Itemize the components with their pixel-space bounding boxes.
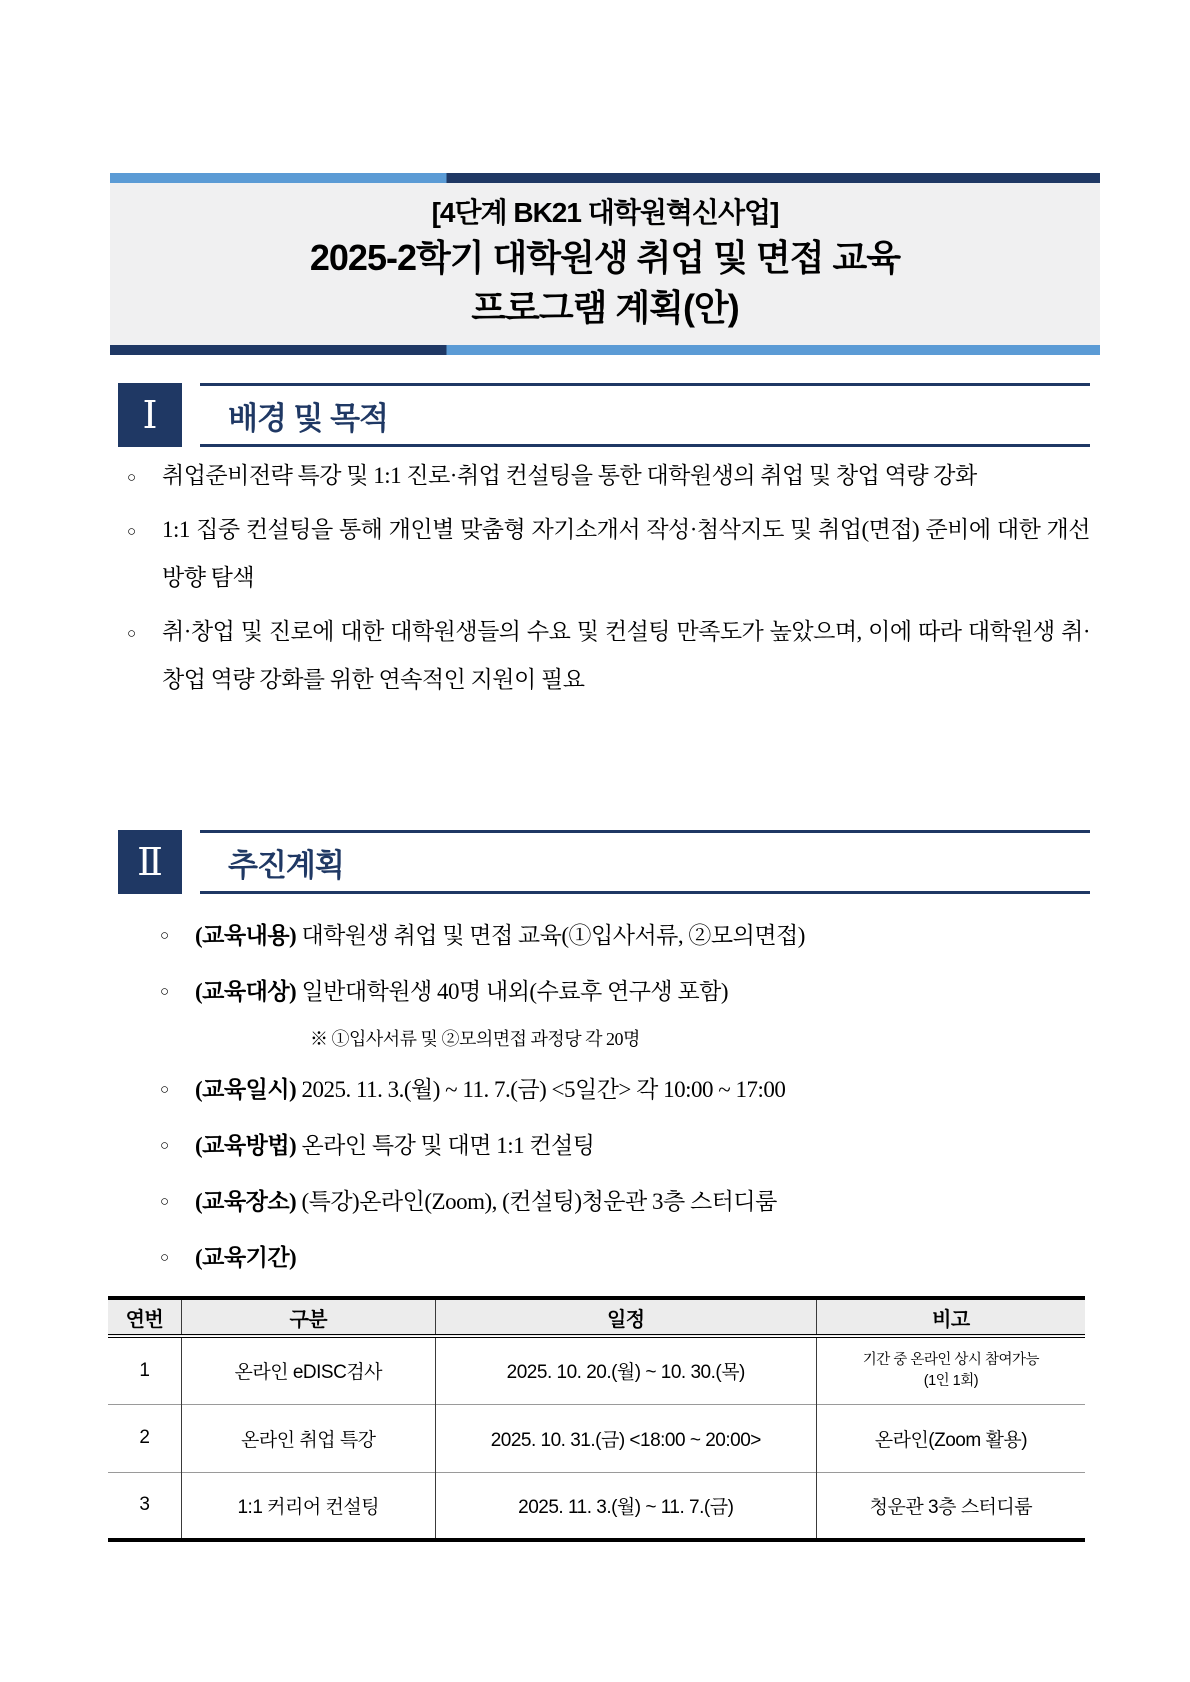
schedule-table — [108, 1296, 1085, 1542]
document-subtitle: [4단계 BK21 대학원혁신사업] — [431, 197, 779, 228]
plan-item-label: (교육일시) — [195, 1077, 297, 1102]
column-header-remark: 비고 — [816, 1298, 1085, 1336]
bullet-item — [127, 608, 1090, 704]
plan-item-label: (교육내용) — [195, 923, 297, 948]
cell-no: 2 — [108, 1404, 181, 1472]
bullet-text: 취·창업 및 진로에 대한 대학원생들의 수요 및 컨설팅 만족도가 높았으며, 이에 따라 대학원생 취·창업 역량 강화를 위한 연속적인 지원이 필요 — [162, 619, 1090, 692]
plan-item-label: (교육장소) — [195, 1189, 297, 1214]
cell-remark: 청운관 3층 스터디룸 — [816, 1472, 1085, 1540]
table-row — [108, 1404, 1085, 1472]
cell-category: 1:1 커리어 컨설팅 — [181, 1472, 435, 1540]
circle-bullet-icon: ○ — [160, 928, 169, 944]
column-header-schedule: 일정 — [435, 1298, 816, 1336]
section1-numeral-box: Ⅰ — [118, 383, 182, 447]
plan-item-period — [160, 1238, 1090, 1278]
section2-numeral-box: Ⅱ — [118, 830, 182, 894]
bullet-text: 취업준비전략 특강 및 1:1 진로·취업 컨설팅을 통한 대학원생의 취업 및 창업 역량 강화 — [162, 463, 977, 488]
title-body — [110, 183, 1100, 345]
cell-no: 3 — [108, 1472, 181, 1540]
title-top-bar — [110, 173, 1100, 183]
table-row — [108, 1472, 1085, 1540]
section2-items — [160, 916, 1090, 1294]
plan-item-text: (특강)온라인(Zoom), (컨설팅)청운관 3층 스터디룸 — [301, 1189, 777, 1214]
circle-bullet-icon: ○ — [160, 1194, 169, 1210]
cell-schedule: 2025. 11. 3.(월) ~ 11. 7.(금) — [435, 1472, 816, 1540]
column-header-category: 구분 — [181, 1298, 435, 1336]
plan-item-target — [160, 972, 1090, 1012]
section2-title: 추진계획 — [200, 830, 1090, 894]
document-title-line1: 2025-2학기 대학원생 취업 및 면접 교육 — [309, 237, 901, 278]
column-header-no: 연번 — [108, 1298, 181, 1336]
cell-no: 1 — [108, 1336, 181, 1404]
circle-bullet-icon: ○ — [127, 626, 136, 642]
title-bottom-bar — [110, 345, 1100, 355]
plan-item-label: (교육대상) — [195, 979, 297, 1004]
plan-item-datetime — [160, 1070, 1090, 1110]
plan-item-text: 대학원생 취업 및 면접 교육(①입사서류, ②모의면접) — [301, 923, 805, 948]
remark-line1: 기간 중 온라인 상시 참여가능 — [862, 1351, 1039, 1368]
table-header-row — [108, 1298, 1085, 1336]
bullet-text: 1:1 집중 컨설팅을 통해 개인별 맞춤형 자기소개서 작성·첨삭지도 및 취업(면접) 준비에 대한 개선 방향 탐색 — [162, 517, 1090, 590]
plan-item-text: 온라인 특강 및 대면 1:1 컨설팅 — [301, 1133, 595, 1158]
section1-bullets — [127, 452, 1090, 710]
cell-schedule: 2025. 10. 31.(금) <18:00 ~ 20:00> — [435, 1404, 816, 1472]
table-row — [108, 1336, 1085, 1404]
plan-item-label: (교육기간) — [195, 1245, 297, 1270]
plan-item-label: (교육방법) — [195, 1133, 297, 1158]
circle-bullet-icon: ○ — [160, 1082, 169, 1098]
plan-item-content — [160, 916, 1090, 956]
cell-remark — [816, 1336, 1085, 1404]
plan-item-method — [160, 1126, 1090, 1166]
section1-header — [118, 383, 1090, 447]
plan-note: ※ ①입사서류 및 ②모의면접 과정당 각 20명 — [310, 1029, 640, 1049]
cell-remark: 온라인(Zoom 활용) — [816, 1404, 1085, 1472]
circle-bullet-icon: ○ — [160, 1138, 169, 1154]
bullet-item — [127, 452, 1090, 500]
plan-item-text: 2025. 11. 3.(월) ~ 11. 7.(금) <5일간> 각 10:00 ~ 17:00 — [301, 1077, 786, 1102]
circle-bullet-icon: ○ — [127, 524, 136, 540]
cell-category: 온라인 eDISC검사 — [181, 1336, 435, 1404]
cell-category: 온라인 취업 특강 — [181, 1404, 435, 1472]
document-title-line2: 프로그램 계획(안) — [471, 287, 739, 328]
section2-header — [118, 830, 1090, 894]
bullet-item — [127, 506, 1090, 602]
section1-title: 배경 및 목적 — [200, 383, 1090, 447]
plan-item-place — [160, 1182, 1090, 1222]
cell-schedule: 2025. 10. 20.(월) ~ 10. 30.(목) — [435, 1336, 816, 1404]
plan-item-text: 일반대학원생 40명 내외(수료후 연구생 포함) — [301, 979, 728, 1004]
remark-line2: (1인 1회) — [923, 1372, 979, 1389]
title-box — [110, 173, 1100, 355]
circle-bullet-icon: ○ — [127, 470, 136, 486]
circle-bullet-icon: ○ — [160, 984, 169, 1000]
circle-bullet-icon: ○ — [160, 1250, 169, 1266]
